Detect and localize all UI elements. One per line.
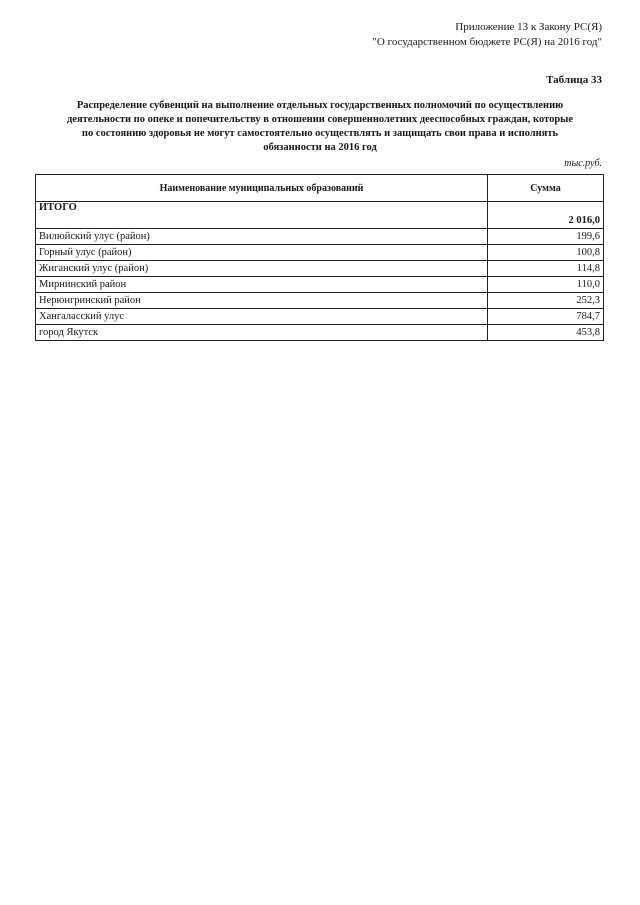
municipality-sum: 100,8 xyxy=(488,245,604,261)
table-row xyxy=(36,277,604,293)
table-row xyxy=(36,261,604,277)
municipality-name: Горный улус (район) xyxy=(36,245,488,261)
total-sum: 2 016,0 xyxy=(488,202,604,229)
table-row xyxy=(36,293,604,309)
table-row xyxy=(36,325,604,341)
municipality-sum: 784,7 xyxy=(488,309,604,325)
table-row xyxy=(36,229,604,245)
municipality-name: город Якутск xyxy=(36,325,488,341)
table-row xyxy=(36,245,604,261)
table-header-row xyxy=(36,175,604,202)
municipality-name: Жиганский улус (район) xyxy=(36,261,488,277)
municipality-name: Мирнинский район xyxy=(36,277,488,293)
subvention-table xyxy=(35,174,604,341)
municipality-sum: 453,8 xyxy=(488,325,604,341)
total-row xyxy=(36,202,604,229)
municipality-sum: 199,6 xyxy=(488,229,604,245)
table-number: Таблица 33 xyxy=(546,74,602,86)
municipality-sum: 110,0 xyxy=(488,277,604,293)
municipality-name: Вилюйский улус (район) xyxy=(36,229,488,245)
total-label: ИТОГО xyxy=(36,202,488,229)
appendix-line-1: Приложение 13 к Закону РС(Я) xyxy=(455,21,602,33)
table-row xyxy=(36,309,604,325)
units-label: тыс.руб. xyxy=(564,158,602,169)
appendix-line-2: "О государственном бюджете РС(Я) на 2016 год" xyxy=(372,36,602,48)
column-header-name: Наименование муниципальных образований xyxy=(36,175,488,202)
column-header-sum: Сумма xyxy=(488,175,604,202)
municipality-sum: 252,3 xyxy=(488,293,604,309)
municipality-name: Нерюнгринский район xyxy=(36,293,488,309)
municipality-sum: 114,8 xyxy=(488,261,604,277)
document-title: Распределение субвенций на выполнение отдельных государственных полномочий по осуществлению деятельности по опеке и попечительству в отношении совершеннолетних дееспособных граждан, которые по состоянию здоровья не могут самостоятельно осуществлять и защищать свои права и исполнять обязанности на 2016 год xyxy=(66,100,574,153)
appendix-header xyxy=(372,20,602,50)
municipality-name: Хангаласский улус xyxy=(36,309,488,325)
